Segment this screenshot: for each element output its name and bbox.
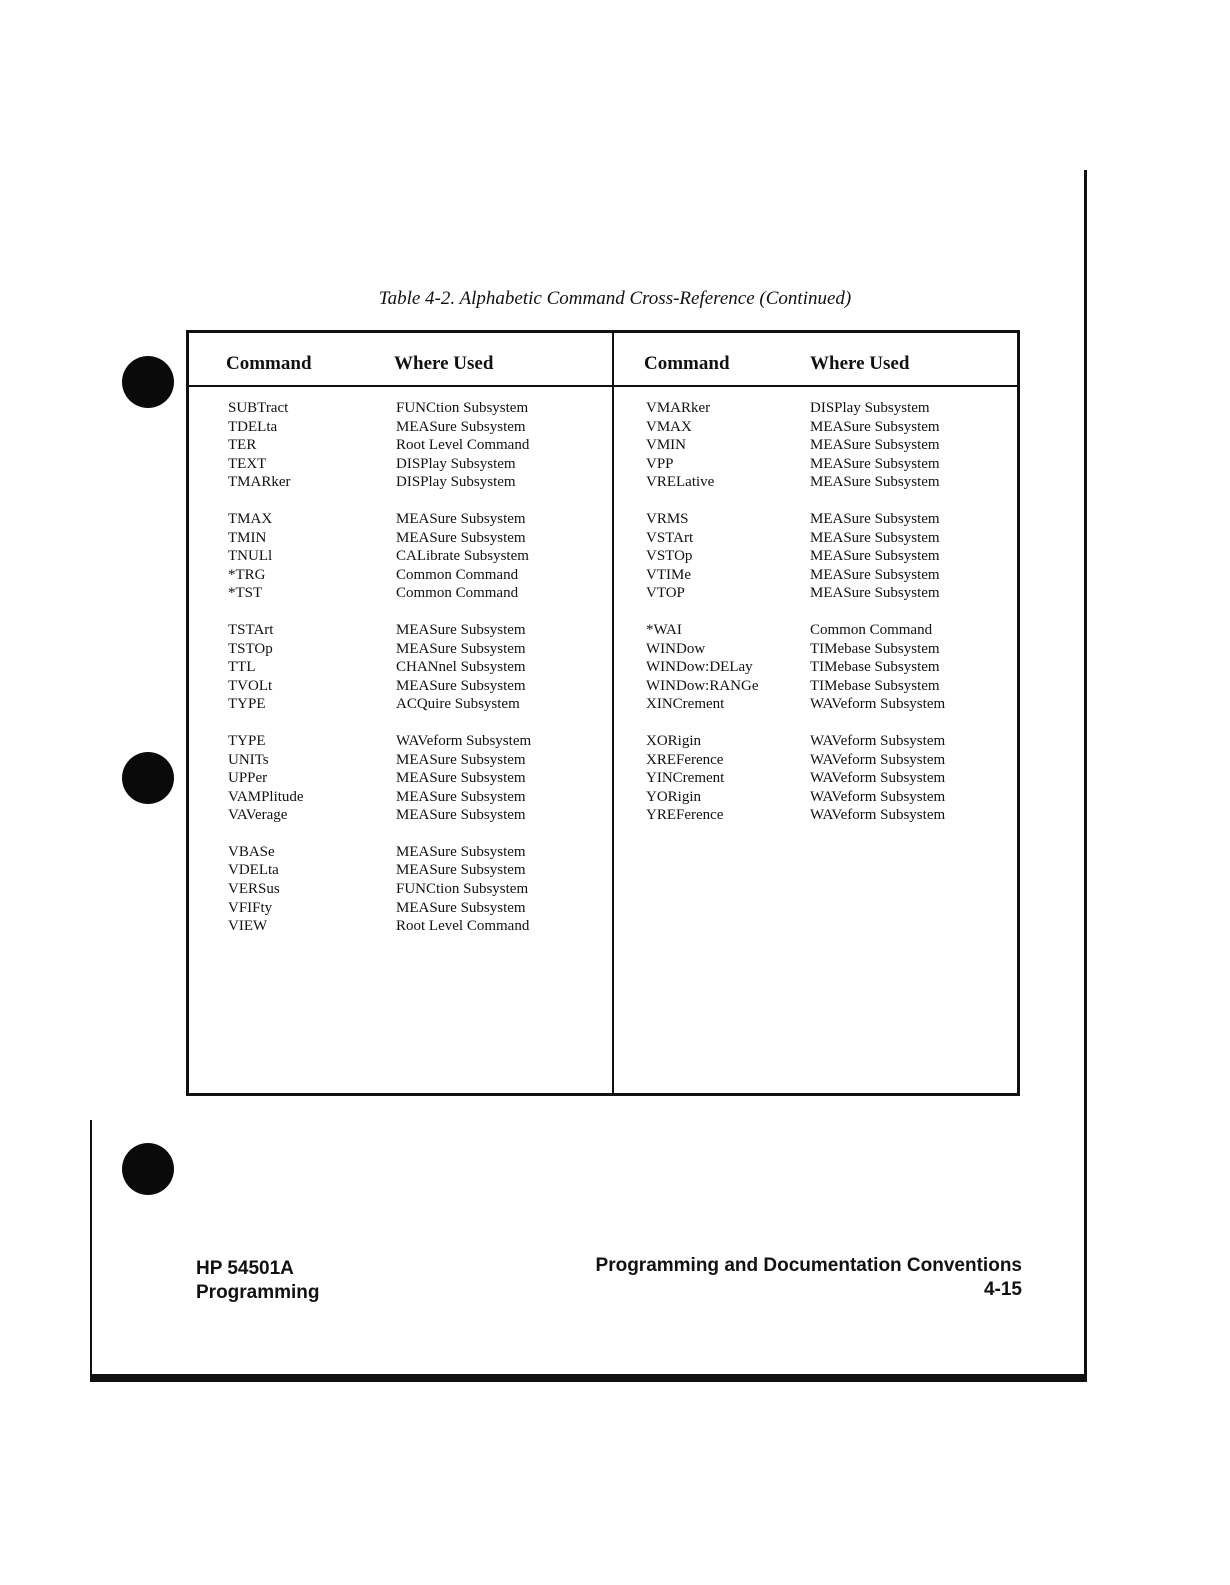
table-row: [646, 658, 1016, 677]
row-group: [228, 510, 608, 603]
where-used: MEASure Subsystem: [810, 548, 940, 565]
where-used: MEASure Subsystem: [810, 585, 940, 602]
table-row: [228, 899, 608, 918]
right-where-header: Where Used: [810, 353, 910, 374]
command-name: XREFerence: [646, 751, 724, 768]
where-used: MEASure Subsystem: [810, 529, 940, 546]
where-used: MEASure Subsystem: [396, 751, 526, 768]
table-row: [228, 529, 608, 548]
command-name: TEXT: [228, 455, 267, 472]
command-name: VBASe: [228, 843, 275, 860]
command-name: *TST: [228, 585, 263, 602]
command-name: VMAX: [646, 418, 692, 435]
table-row: [646, 806, 1016, 825]
command-name: WINDow: [646, 640, 706, 657]
command-name: TMARker: [228, 474, 291, 491]
where-used: MEASure Subsystem: [810, 418, 940, 435]
where-used: WAVeform Subsystem: [396, 732, 532, 749]
table-row: [228, 843, 608, 862]
command-name: VPP: [646, 455, 674, 472]
command-name: TMAX: [228, 510, 273, 527]
command-name: TNULl: [228, 548, 273, 565]
command-name: TER: [228, 437, 257, 454]
table-row: [228, 880, 608, 899]
where-used: MEASure Subsystem: [810, 566, 940, 583]
table-row: [228, 584, 608, 603]
command-name: XORigin: [646, 732, 702, 749]
where-used: ACQuire Subsystem: [396, 696, 520, 713]
where-used: TIMebase Subsystem: [810, 659, 940, 676]
table-row: [646, 436, 1016, 455]
table-row: [646, 529, 1016, 548]
table-row: [228, 547, 608, 566]
row-group: [646, 732, 1016, 825]
left-where-header: Where Used: [394, 353, 494, 374]
command-name: VTOP: [646, 585, 685, 602]
table-row: [646, 788, 1016, 807]
command-name: TMIN: [228, 529, 267, 546]
command-name: TYPE: [228, 696, 266, 713]
command-name: VSTOp: [646, 548, 693, 565]
command-name: YREFerence: [646, 807, 724, 824]
footer-page-number: 4-15: [983, 1279, 1022, 1300]
row-group: [646, 399, 1016, 492]
table-row: [228, 917, 608, 936]
table-row: [646, 418, 1016, 437]
left-edge-rule: [90, 1120, 92, 1382]
table-row: [646, 751, 1016, 770]
command-name: VERSus: [228, 881, 280, 898]
where-used: MEASure Subsystem: [396, 640, 526, 657]
footer-manual: Programming: [196, 1282, 320, 1303]
where-used: TIMebase Subsystem: [810, 640, 940, 657]
where-used: CHANnel Subsystem: [396, 659, 526, 676]
table-row: [646, 510, 1016, 529]
table-row: [646, 455, 1016, 474]
table-row: [646, 547, 1016, 566]
where-used: WAVeform Subsystem: [810, 732, 946, 749]
table-row: [228, 399, 608, 418]
where-used: MEASure Subsystem: [810, 510, 940, 527]
command-name: UPPer: [228, 770, 268, 787]
table-row: [646, 584, 1016, 603]
table-row: [646, 640, 1016, 659]
where-used: MEASure Subsystem: [396, 510, 526, 527]
command-name: *WAI: [646, 621, 682, 638]
table-row: [228, 751, 608, 770]
command-name: TYPE: [228, 732, 266, 749]
footer-left: [196, 1257, 320, 1305]
right-command-list: [646, 399, 1016, 843]
table-row: [646, 473, 1016, 492]
table-row: [228, 621, 608, 640]
command-name: YORigin: [646, 788, 702, 805]
where-used: MEASure Subsystem: [396, 843, 526, 860]
left-command-list: [228, 399, 608, 954]
table-row: [228, 695, 608, 714]
command-name: TSTArt: [228, 621, 274, 638]
where-used: MEASure Subsystem: [396, 418, 526, 435]
header-rule: [189, 385, 1017, 387]
where-used: WAVeform Subsystem: [810, 751, 946, 768]
command-name: TDELta: [228, 418, 278, 435]
table-row: [228, 677, 608, 696]
where-used: Common Command: [396, 566, 519, 583]
where-used: MEASure Subsystem: [396, 677, 526, 694]
where-used: Common Command: [810, 621, 933, 638]
table-row: [646, 732, 1016, 751]
command-name: VRMS: [646, 510, 689, 527]
binder-hole-top: [122, 356, 174, 408]
where-used: MEASure Subsystem: [810, 474, 940, 491]
command-name: VFIFty: [228, 899, 273, 916]
command-name: TSTOp: [228, 640, 273, 657]
command-name: VAMPlitude: [228, 788, 304, 805]
row-group: [228, 843, 608, 936]
table-row: [646, 621, 1016, 640]
table-row: [228, 418, 608, 437]
table-row: [228, 861, 608, 880]
where-used: MEASure Subsystem: [810, 437, 940, 454]
where-used: WAVeform Subsystem: [810, 788, 946, 805]
binder-hole-middle: [122, 752, 174, 804]
footer-section: Programming and Documentation Conventions: [595, 1255, 1022, 1276]
right-edge-rule: [1084, 170, 1087, 1382]
table-row: [228, 658, 608, 677]
table-row: [228, 640, 608, 659]
where-used: DISPlay Subsystem: [810, 400, 930, 416]
where-used: DISPlay Subsystem: [396, 474, 516, 491]
table-row: [228, 566, 608, 585]
row-group: [646, 510, 1016, 603]
left-command-header: Command: [226, 353, 312, 374]
row-group: [228, 621, 608, 714]
table-row: [646, 677, 1016, 696]
where-used: DISPlay Subsystem: [396, 455, 516, 472]
command-name: UNITs: [228, 751, 269, 768]
row-group: [646, 621, 1016, 714]
command-name: WINDow:DELay: [646, 659, 753, 676]
where-used: CALibrate Subsystem: [396, 548, 529, 565]
where-used: Root Level Command: [396, 437, 530, 454]
where-used: FUNCtion Subsystem: [396, 881, 529, 898]
table-row: [228, 510, 608, 529]
where-used: MEASure Subsystem: [396, 788, 526, 805]
where-used: MEASure Subsystem: [396, 807, 526, 824]
command-name: VSTArt: [646, 529, 694, 546]
command-name: VTIMe: [646, 566, 691, 583]
where-used: MEASure Subsystem: [396, 899, 526, 916]
command-table: [186, 330, 1020, 1096]
row-group: [228, 399, 608, 492]
command-name: VMARker: [646, 400, 711, 416]
table-row: [646, 399, 1016, 418]
bottom-edge-rule: [90, 1374, 1087, 1382]
where-used: MEASure Subsystem: [396, 770, 526, 787]
footer-model: HP 54501A: [196, 1258, 294, 1279]
row-group: [228, 732, 608, 825]
where-used: WAVeform Subsystem: [810, 696, 946, 713]
command-name: TVOLt: [228, 677, 273, 694]
binder-hole-bottom: [122, 1143, 174, 1195]
command-name: XINCrement: [646, 696, 725, 713]
table-row: [646, 695, 1016, 714]
command-name: YINCrement: [646, 770, 725, 787]
where-used: Common Command: [396, 585, 519, 602]
where-used: WAVeform Subsystem: [810, 770, 946, 787]
where-used: WAVeform Subsystem: [810, 807, 946, 824]
table-row: [228, 436, 608, 455]
table-caption: Table 4-2. Alphabetic Command Cross-Reference (Continued): [378, 288, 852, 309]
table-row: [646, 566, 1016, 585]
table-row: [228, 732, 608, 751]
command-name: TTL: [228, 659, 256, 676]
command-name: VIEW: [228, 918, 268, 935]
command-name: VMIN: [646, 437, 686, 454]
where-used: MEASure Subsystem: [810, 455, 940, 472]
command-name: *TRG: [228, 566, 266, 583]
table-row: [228, 455, 608, 474]
table-row: [228, 806, 608, 825]
command-name: VDELta: [228, 862, 279, 879]
where-used: TIMebase Subsystem: [810, 677, 940, 694]
table-row: [228, 473, 608, 492]
table-row: [228, 788, 608, 807]
where-used: MEASure Subsystem: [396, 862, 526, 879]
table-row: [646, 769, 1016, 788]
command-name: VRELative: [646, 474, 715, 491]
command-name: SUBTract: [228, 400, 289, 416]
where-used: FUNCtion Subsystem: [396, 400, 529, 416]
where-used: MEASure Subsystem: [396, 529, 526, 546]
command-name: VAVerage: [228, 807, 288, 824]
where-used: Root Level Command: [396, 918, 530, 935]
column-divider: [612, 333, 614, 1093]
right-command-header: Command: [644, 353, 730, 374]
where-used: MEASure Subsystem: [396, 621, 526, 638]
footer-right: [560, 1254, 1022, 1302]
table-row: [228, 769, 608, 788]
command-name: WINDow:RANGe: [646, 677, 759, 694]
